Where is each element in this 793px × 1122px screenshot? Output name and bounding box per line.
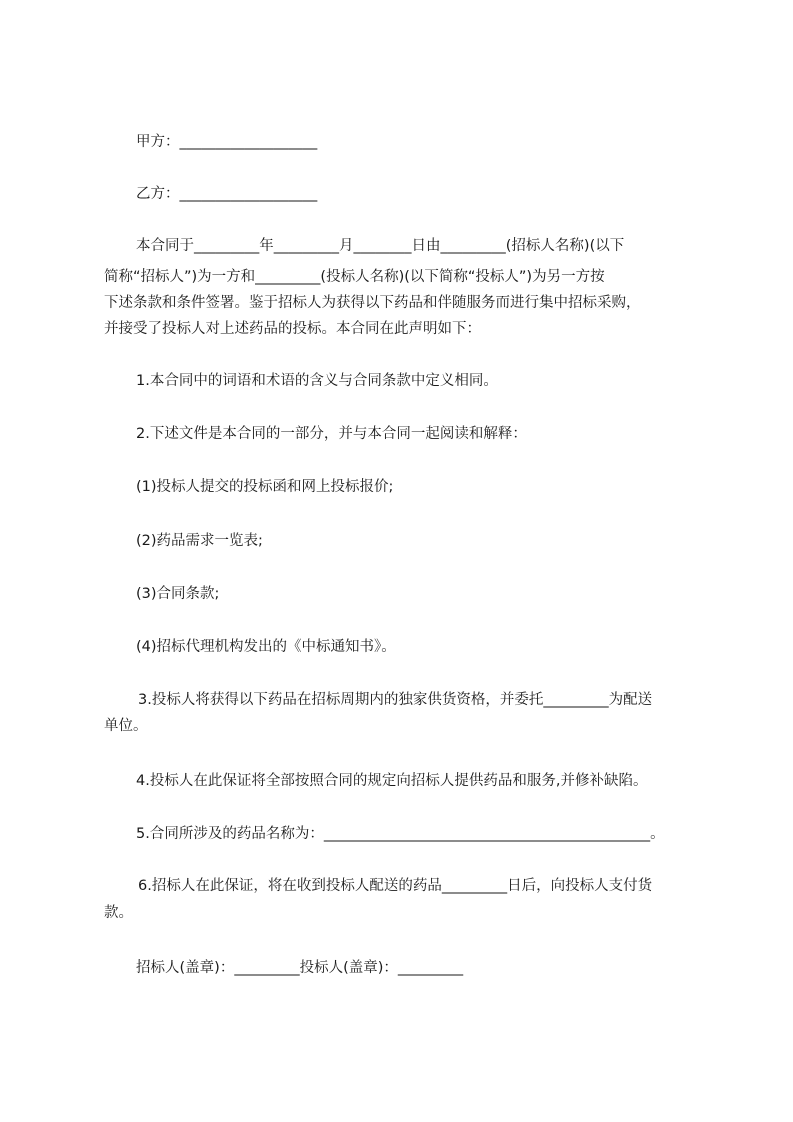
clause-6-line-1: 6.招标人在此保证，将在收到投标人配送的药品_________日后，向投标人支付货 [138,878,653,894]
party-b-line: 乙方：___________________ [136,186,318,202]
doc-item-3: (3)合同条款; [136,586,220,602]
doc-item-2: (2)药品需求一览表; [136,533,263,549]
doc-item-4: (4)招标代理机构发出的《中标通知书》。 [136,639,396,655]
clause-1: 1.本合同中的词语和术语的含义与合同条款中定义相同。 [136,373,498,389]
clause-3-line-2: 单位。 [104,718,148,734]
intro-line-4: 并接受了投标人对上述药品的投标。本合同在此声明如下： [104,321,481,337]
intro-line-2: 简称“招标人”)为一方和_________(投标人名称)(以下简称“投标人”)为另一方按 [104,269,605,285]
clause-3-line-1: 3.投标人将获得以下药品在招标周期内的独家供货资格，并委托_________为配送 [138,692,653,708]
intro-line-1: 本合同于_________年_________月________日由_________(招标人名称)(以下 [136,238,625,254]
party-a-line: 甲方：___________________ [136,134,318,150]
signature-line: 招标人(盖章)：_________投标人(盖章)：_________ [136,960,464,976]
doc-item-1: (1)投标人提交的投标函和网上投标报价; [136,479,394,495]
clause-5: 5.合同所涉及的药品名称为：_____________________________________________。 [136,826,665,842]
intro-line-3: 下述条款和条件签署。鉴于招标人为获得以下药品和伴随服务而进行集中招标采购， [104,295,641,311]
clause-6-line-2: 款。 [104,905,133,921]
clause-2: 2.下述文件是本合同的一部分，并与本合同一起阅读和解释： [136,426,527,442]
clause-4: 4.投标人在此保证将全部按照合同的规定向招标人提供药品和服务,并修补缺陷。 [136,773,648,789]
